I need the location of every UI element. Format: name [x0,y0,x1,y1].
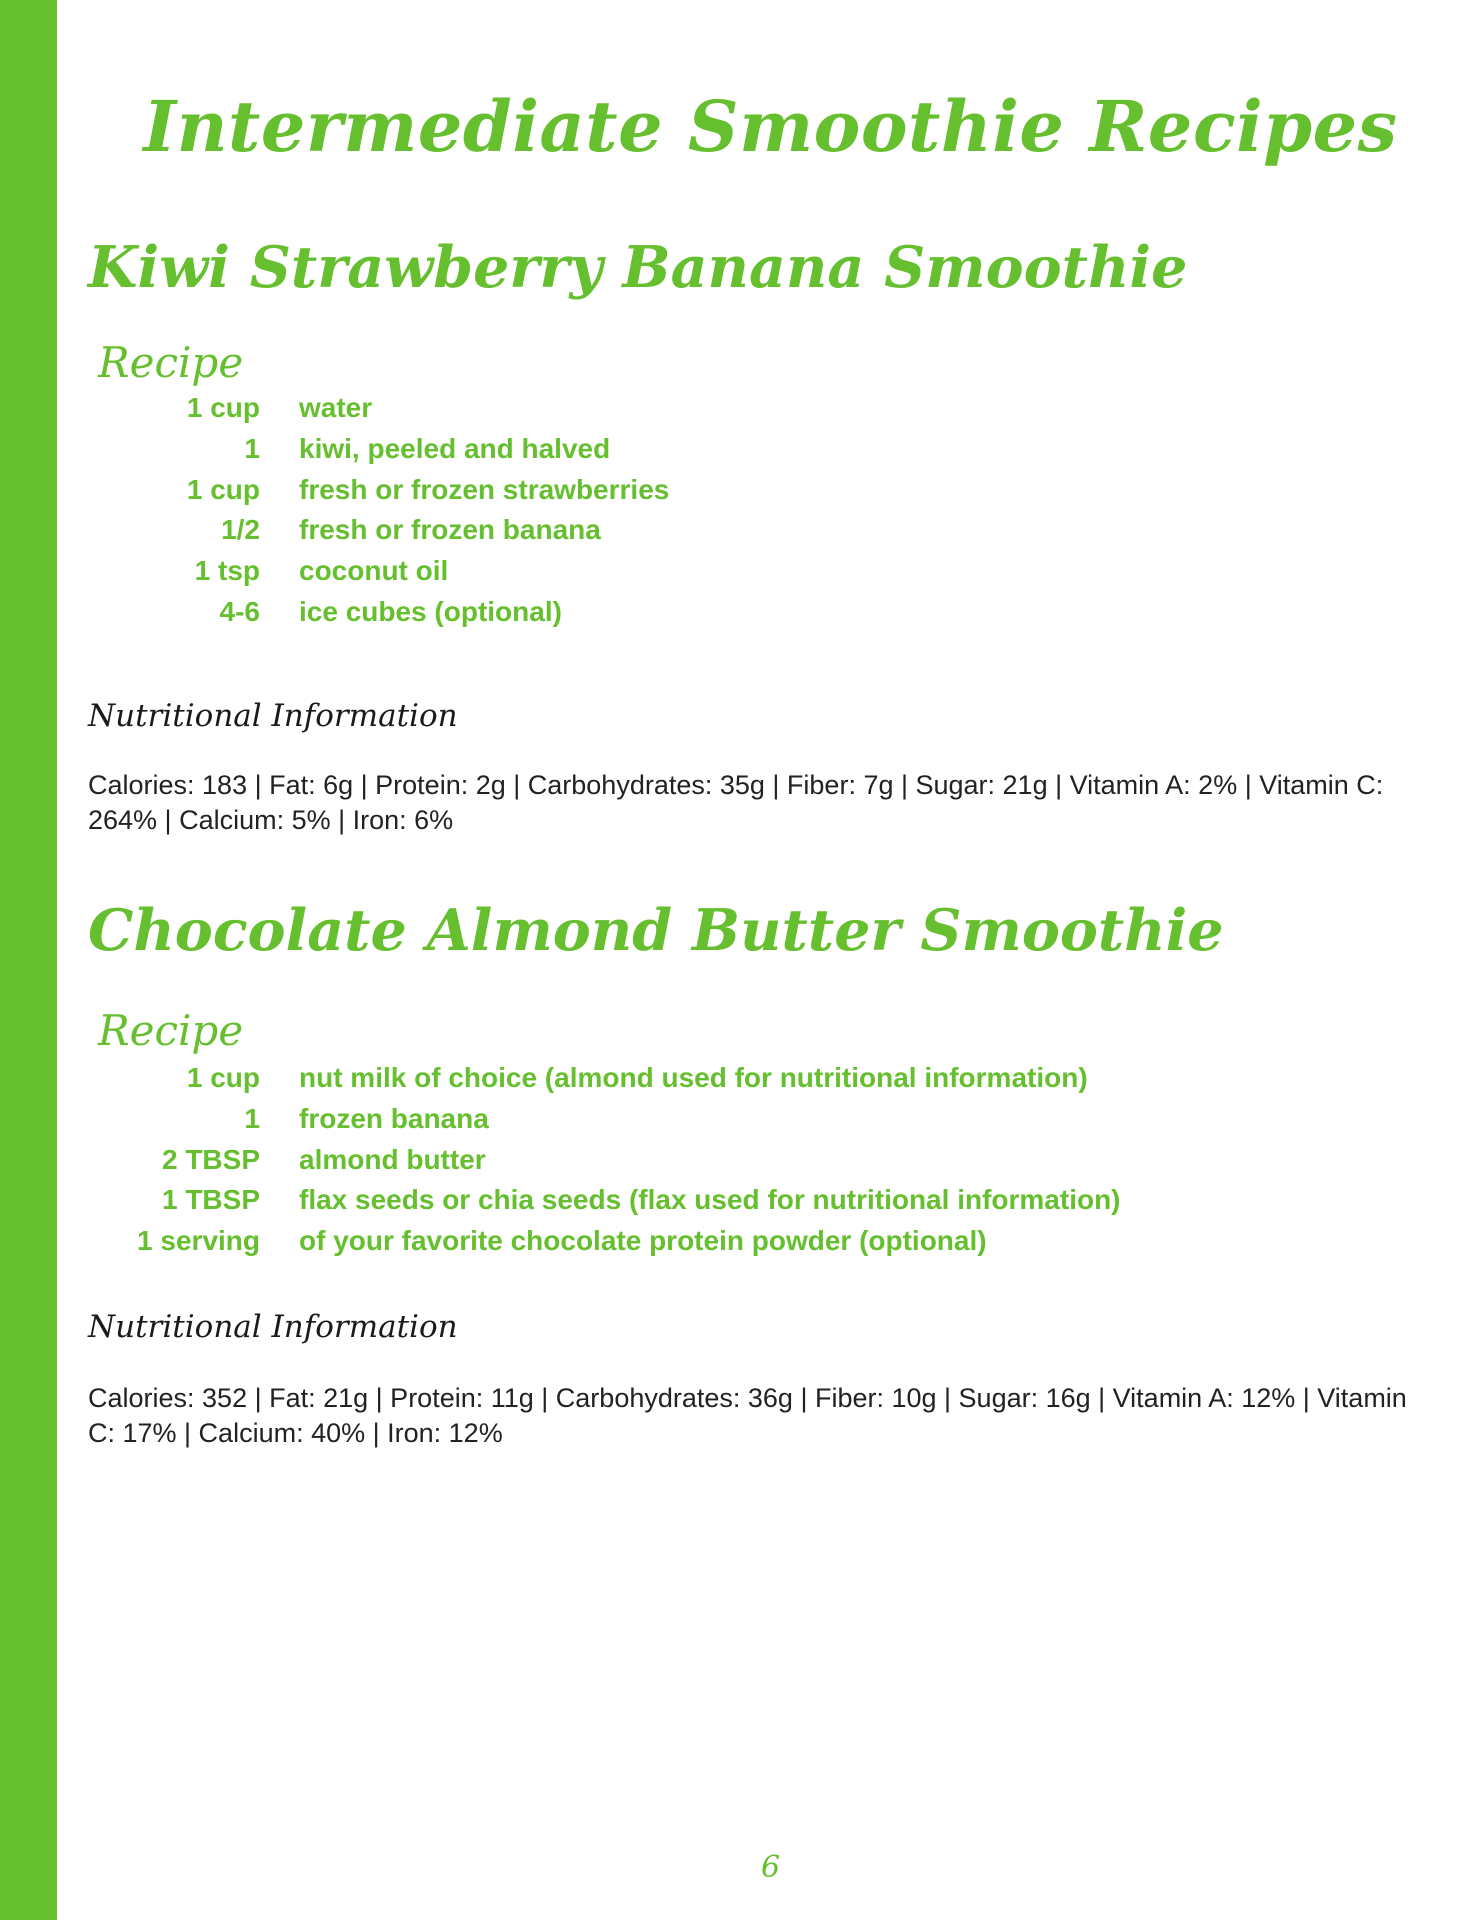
ingredient-name: kiwi, peeled and halved [299,432,611,464]
nutrition-text: Calories: 183 | Fat: 6g | Protein: 2g | Carbohydrates: 35g | Fiber: 7g | Sugar: 21g | Vitamin A: 2% | Vitamin C: 264% | Calcium: 5% | Iron: 6% [88,770,1384,835]
ingredient-list [0,388,1400,633]
ingredient-name: fresh or frozen banana [299,514,601,546]
ingredient-quantity: 1 cup [186,1062,260,1093]
ingredient-quantity: 1 cup [186,392,260,423]
ingredient-name: coconut oil [299,555,449,587]
ingredient-quantity: 1 TBSP [161,1184,260,1216]
ingredient-name: almond butter [299,1143,486,1175]
ingredient-quantity: 1 serving [137,1225,260,1257]
ingredient-quantity: 2 TBSP [161,1143,260,1175]
ingredient-row [0,1221,1400,1262]
ingredient-row [0,388,1400,429]
recipe-label: Recipe [98,338,244,387]
ingredient-name: frozen banana [299,1102,489,1134]
ingredient-name: nut milk of choice (almond used for nutritional information) [299,1062,1088,1093]
ingredient-quantity: 1 [244,1102,260,1134]
ingredient-row [0,1140,1400,1181]
page-title: Intermediate Smoothie Recipes [143,85,1398,168]
ingredient-name: of your favorite chocolate protein powder (optional) [299,1225,987,1257]
ingredient-quantity: 1 [244,432,260,464]
ingredient-row [0,551,1400,592]
ingredient-name: flax seeds or chia seeds (flax used for nutritional information) [299,1184,1121,1216]
ingredient-name: water [299,392,373,423]
nutrition-heading: Nutritional Information [88,698,458,734]
ingredient-quantity: 4-6 [219,595,260,627]
ingredient-row [0,510,1400,551]
nutrition-heading: Nutritional Information [88,1309,458,1345]
ingredient-row [0,1099,1400,1140]
nutrition-text: Calories: 352 | Fat: 21g | Protein: 11g | Carbohydrates: 36g | Fiber: 10g | Sugar: 16g | Vitamin A: 12% | Vitamin C: 17% | Calcium: 40% | Iron: 12% [88,1383,1407,1448]
ingredient-row [0,592,1400,633]
ingredient-quantity: 1 tsp [194,555,260,587]
ingredient-row [0,1180,1400,1221]
ingredient-name: ice cubes (optional) [299,595,562,627]
ingredient-name: fresh or frozen strawberries [299,473,670,505]
ingredient-quantity: 1/2 [221,514,260,546]
ingredient-row [0,470,1400,511]
ingredient-quantity: 1 cup [186,473,260,505]
ingredient-row [0,429,1400,470]
side-accent-bar [0,0,57,1920]
recipe-title: Kiwi Strawberry Banana Smoothie [88,234,1188,301]
page-number: 6 [760,1850,781,1885]
recipe-label: Recipe [98,1006,244,1055]
ingredient-list [0,1058,1400,1262]
recipe-title: Chocolate Almond Butter Smoothie [88,897,1224,964]
ingredient-row [0,1058,1400,1099]
